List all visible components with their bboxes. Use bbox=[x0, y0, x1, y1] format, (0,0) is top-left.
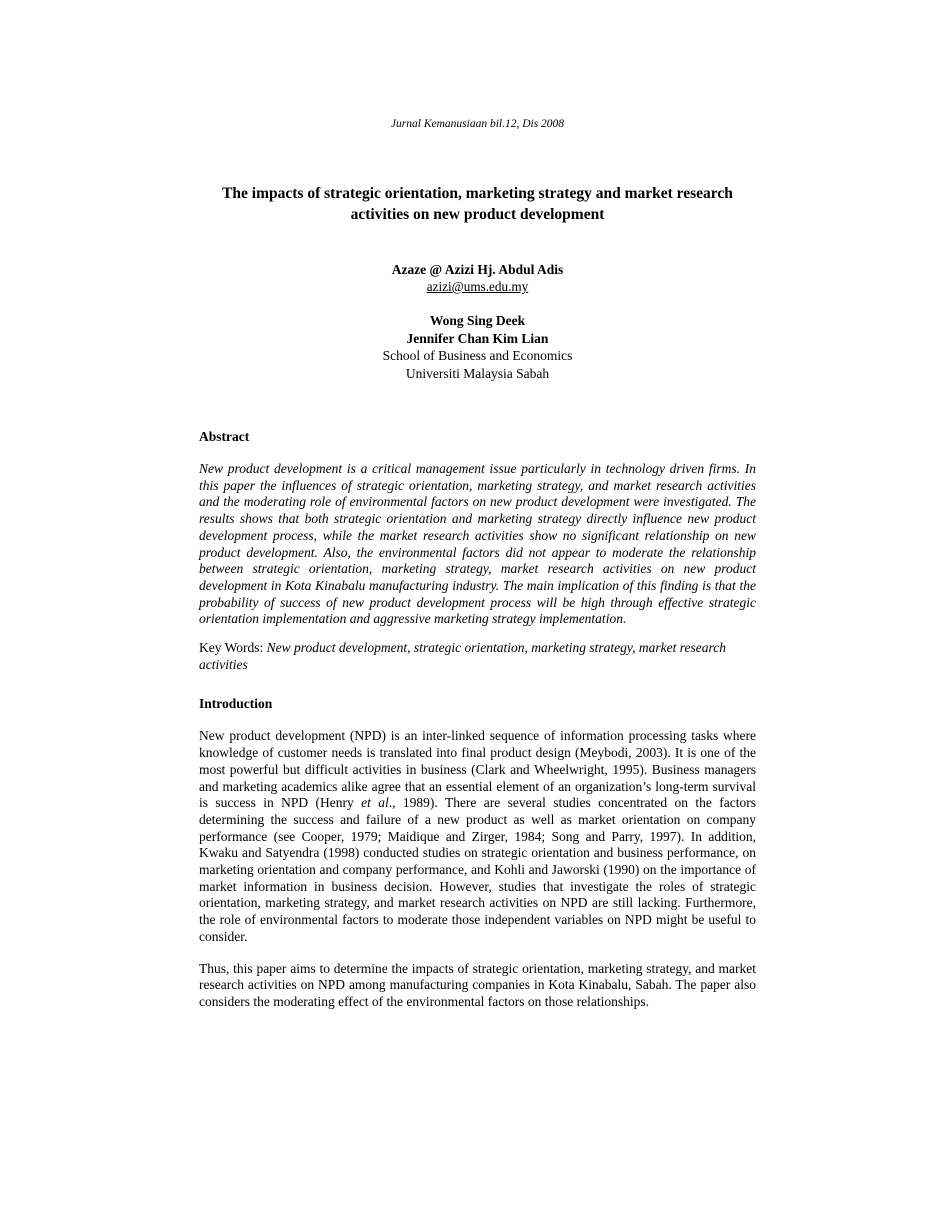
introduction-heading: Introduction bbox=[199, 696, 273, 712]
affiliation-university: Universiti Malaysia Sabah bbox=[405, 365, 550, 381]
keywords-line bbox=[199, 640, 756, 673]
author-email-link[interactable]: azizi@ums.edu.my bbox=[426, 279, 529, 294]
intro-p1-segment-1: New product development (NPD) is an inter-linked sequence of information processing tasks where knowledge of customer needs is translated into final product design (Meybodi, 2003). It is one of the most powerful but difficult activities in business (Clark and Wheelwright, 1995). Business managers and marketing academics alike agree that an essential element of an organization’s long-term survival is success in NPD (Henry bbox=[199, 728, 756, 811]
introduction-paragraph-1 bbox=[199, 728, 756, 945]
coauthor-1: Wong Sing Deek bbox=[429, 313, 526, 328]
page-content bbox=[199, 0, 756, 1011]
keywords-text: New product development, strategic orientation, marketing strategy, market research activities bbox=[199, 640, 726, 672]
journal-header: Jurnal Kemanusiaan bil.12, Dis 2008 bbox=[390, 118, 565, 130]
author-email-line bbox=[199, 278, 756, 296]
abstract-heading: Abstract bbox=[199, 429, 250, 444]
affiliation-school: School of Business and Economics bbox=[382, 348, 573, 363]
introduction-paragraph-2: Thus, this paper aims to determine the impacts of strategic orientation, marketing strategy, and market research activities on NPD among manufacturing companies in Kota Kinabalu, Sabah. The paper also considers the moderating effect of the environmental factors on those relationships. bbox=[199, 960, 756, 1009]
abstract-text: New product development is a critical management issue particularly in technology driven firms. In this paper the influences of strategic orientation, marketing strategy, and market research activities and the moderating role of environmental factors on new product development were investigated. The results shows that both strategic orientation and marketing strategy directly influence new product development process, while the market research activities show no significant relationship on new product development. Also, the environmental factors did not appear to moderate the relationship between strategic orientation, marketing strategy, market research activities on new product development in Kota Kinabalu manufacturing industry. The main implication of this finding is that the probability of success of new product development process will be high through effective strategic orientation implementation and aggressive marketing strategy implementation. bbox=[199, 461, 756, 627]
keywords-label: Key Words: bbox=[199, 640, 267, 656]
intro-p1-segment-2: ., 1989). There are several studies concentrated on the factors determining the success and failure of a new product as well as market orientation on company performance (see Cooper, 1979; Maidique and Zirger, 1984; Song and Parry, 1997). In addition, Kwaku and Satyendra (1998) conducted studies on strategic orientation and business performance, on marketing orientation and company performance, and Kohli and Jaworski (1990) on the importance of market information in business decision. However, studies that investigate the roles of strategic orientation, marketing strategy, and market research activities on NPD are still lacking. Furthermore, the role of environmental factors to moderate those independent variables on NPD might be useful to consider. bbox=[199, 795, 756, 944]
intro-p1-et-al: et al bbox=[361, 795, 389, 811]
coauthor-2: Jennifer Chan Kim Lian bbox=[406, 330, 549, 346]
paper-title: The impacts of strategic orientation, marketing strategy and market research activities on new product development bbox=[222, 185, 733, 223]
author-name-lead: Azaze @ Azizi Hj. Abdul Adis bbox=[391, 262, 564, 277]
